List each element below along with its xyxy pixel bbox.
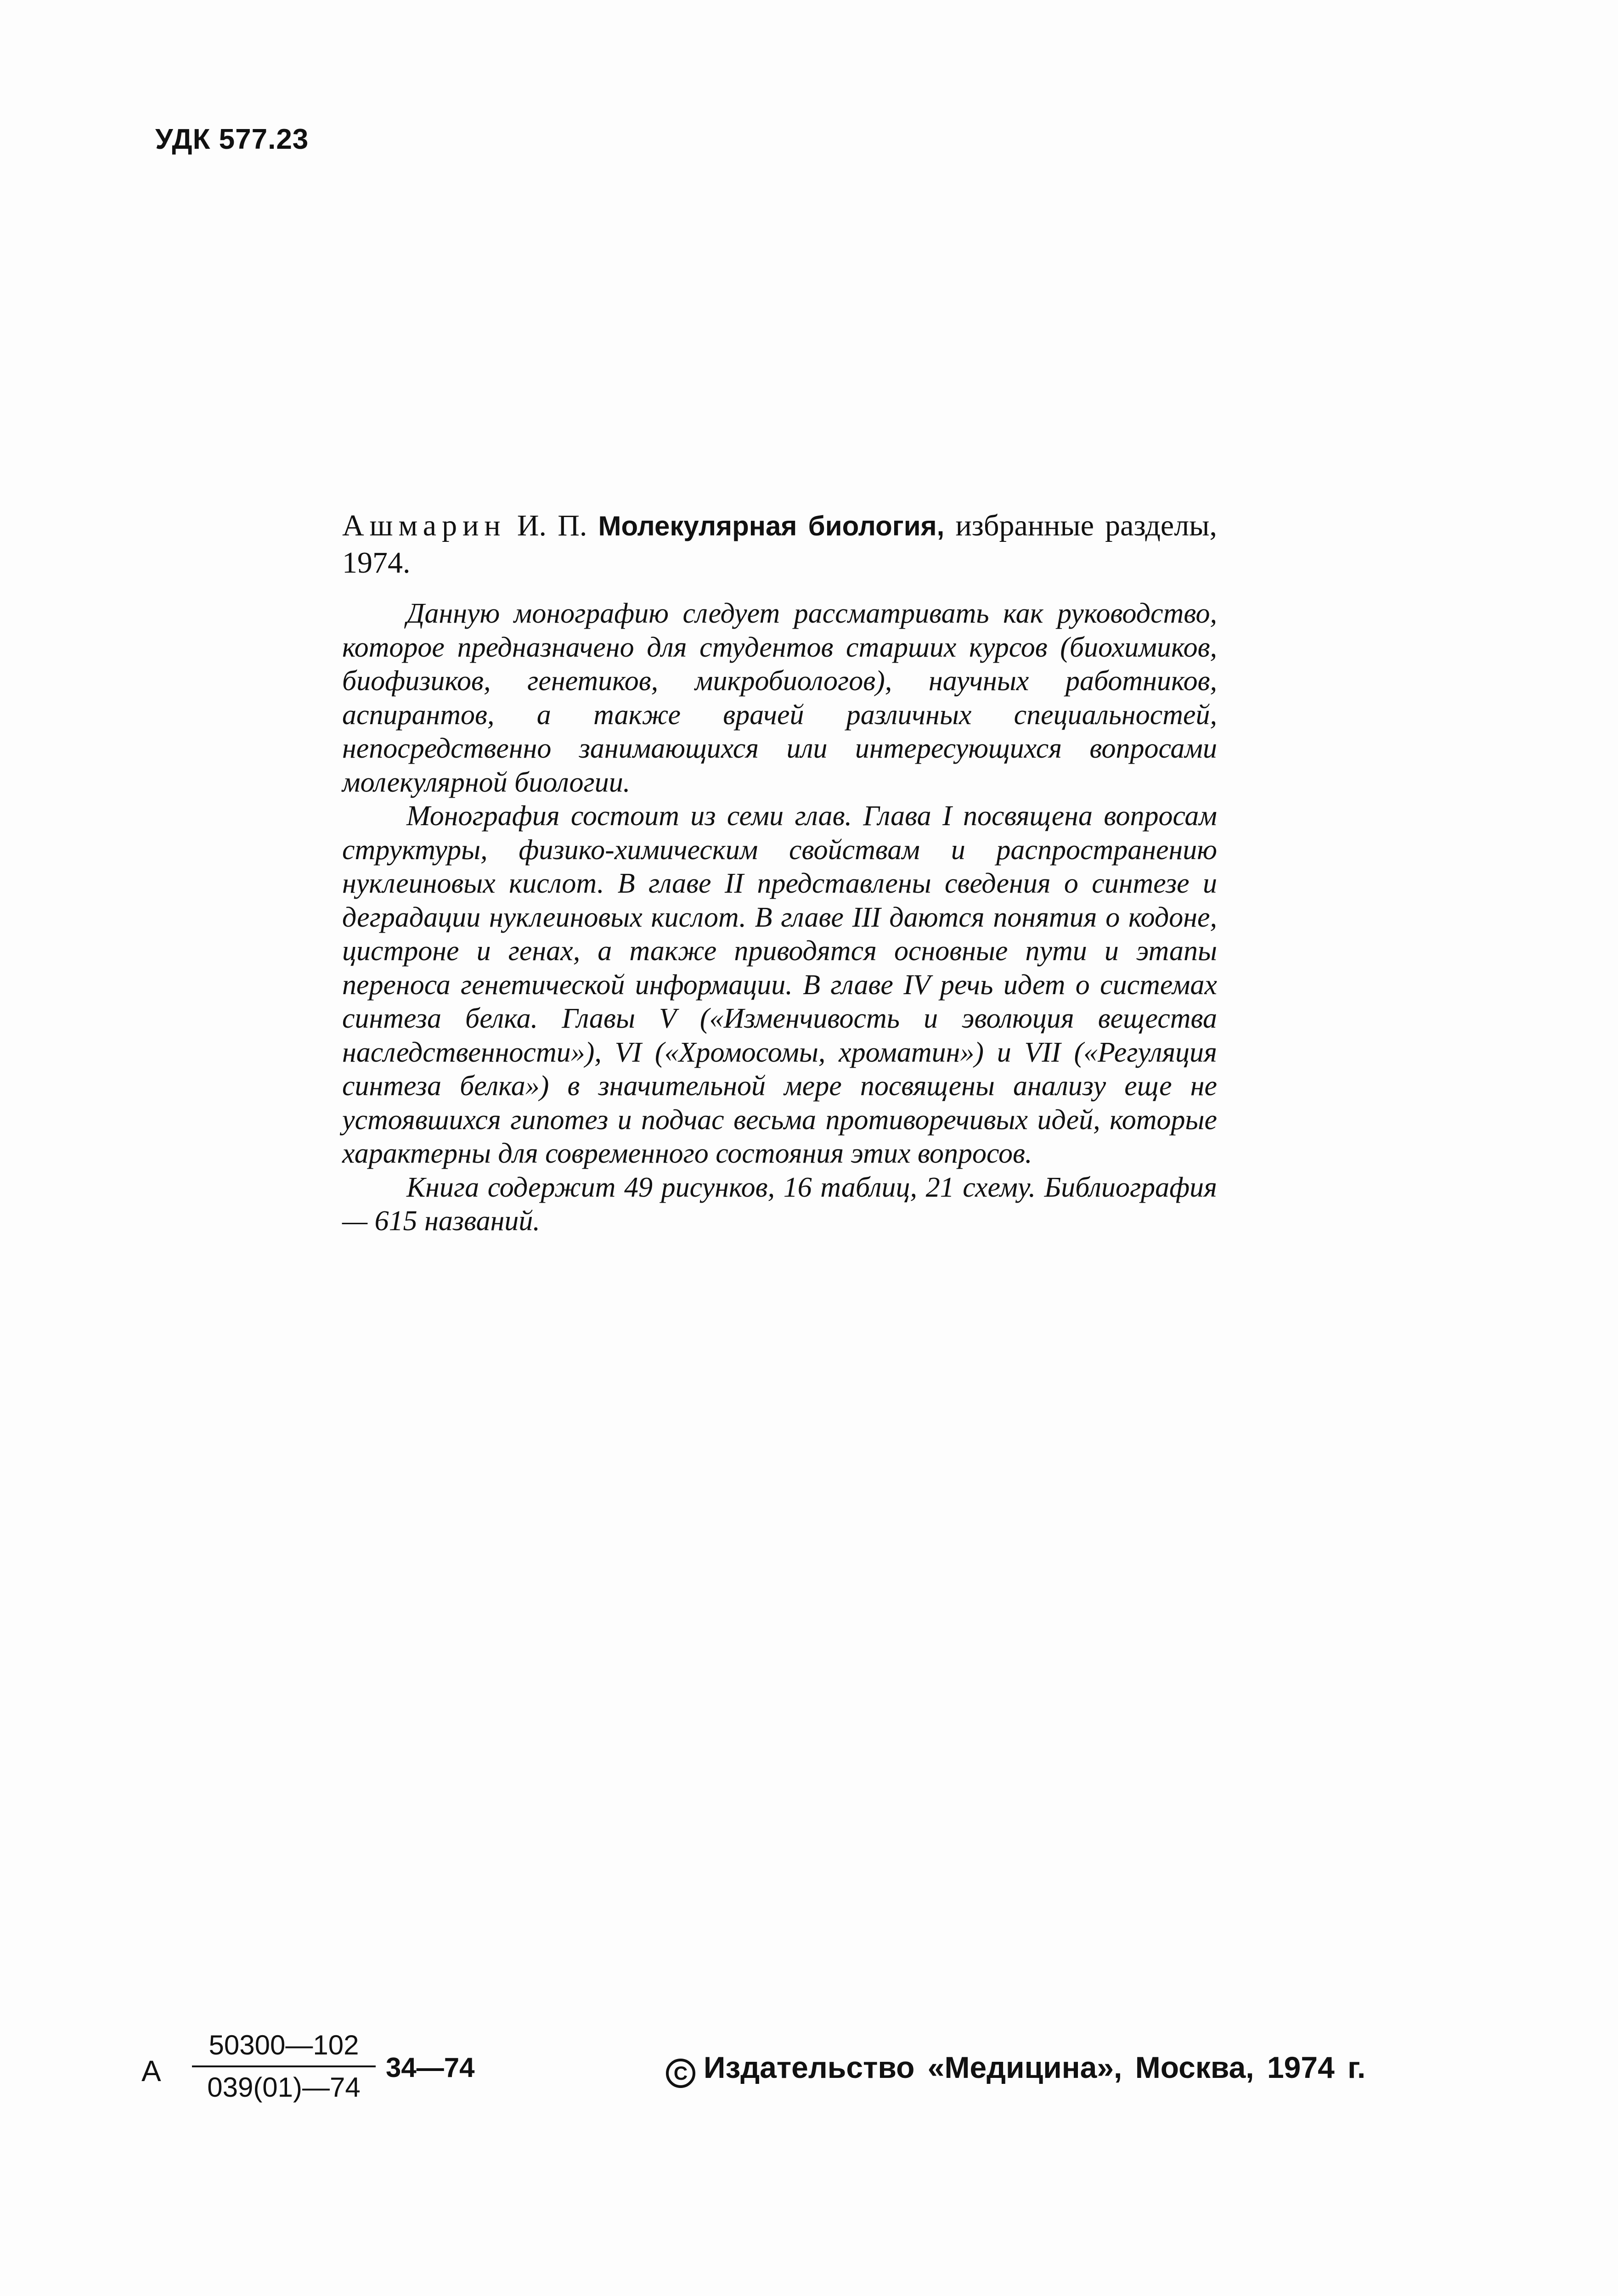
- catalog-denominator: 039(01)—74: [207, 2072, 361, 2103]
- index-letter: A: [141, 2054, 161, 2088]
- catalog-series: 34—74: [386, 2052, 475, 2083]
- copyright-icon: C: [666, 2059, 695, 2088]
- copyright-line: [666, 2050, 1365, 2088]
- annotation-block: [342, 507, 1217, 1238]
- book-title: Молекулярная биология,: [598, 511, 945, 541]
- citation-rest: избранные разделы, 1974.: [342, 509, 1218, 580]
- udk-code: УДК 577.23: [155, 124, 309, 155]
- annotation-paragraph: Монография состоит из семи глав. Глава I посвящена вопросам структуры, физико-химическим свойствам и распространению нуклеиновых кислот. В главе II представлены сведения о синтезе и деградации нуклеиновых кислот. В главе III даются понятия о кодоне, цистроне и генах, а также приводятся основные пути и этапы переноса генетической информации. В главе IV речь идет о системах синтеза белка. Главы V («Изменчивость и эволюция вещества наследственности»), VI («Хромосомы, хроматин») и VII («Регуляция синтеза белка») в значительной мере посвящены анализу еще не устоявшихся гипотез и подчас весьма противоречивых идей, которые характерны для современного состояния этих вопросов.: [342, 800, 1217, 1169]
- imprint: [129, 2029, 1506, 2111]
- annotation-paragraph: Книга содержит 49 рисунков, 16 таблиц, 21 схему. Библиография — 615 названий.: [342, 1171, 1217, 1237]
- bibliographic-citation: [342, 507, 1217, 581]
- author-surname: Ашмарин: [342, 509, 506, 542]
- copyright-text: Издательство «Медицина», Москва, 1974 г.: [704, 2050, 1366, 2084]
- catalog-fraction: [192, 2029, 376, 2104]
- catalog-numerator: 50300—102: [192, 2029, 376, 2067]
- author-initials: И. П.: [517, 509, 587, 542]
- annotation-paragraph: Данную монографию следует рассматривать как руководство, которое предназначено для студентов старших курсов (биохимиков, биофизиков, генетиков, микробиологов), научных работников, аспирантов, а также врачей различных специальностей, непосредственно занимающихся или интересующихся вопросами молекулярной биологии.: [342, 598, 1217, 798]
